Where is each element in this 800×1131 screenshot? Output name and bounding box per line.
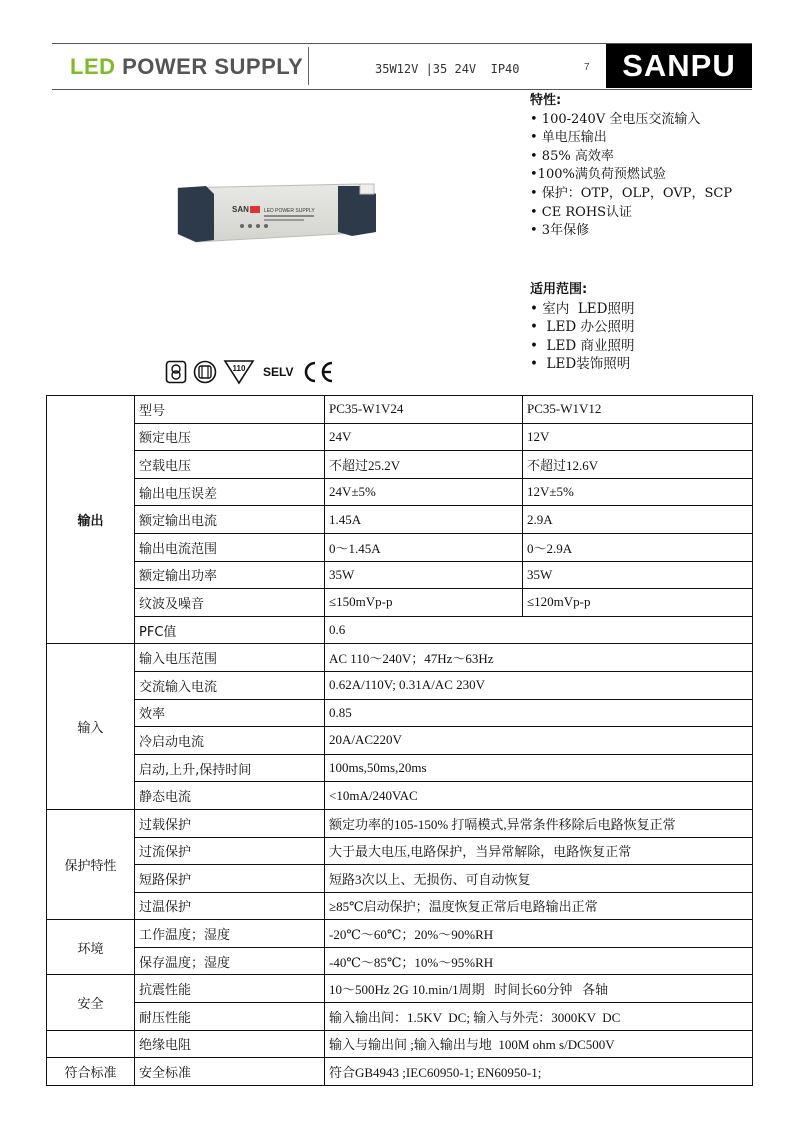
param-cell: 保存温度；湿度: [135, 947, 325, 975]
table-row: [47, 1030, 753, 1058]
group-input: 输入: [47, 644, 135, 810]
table-row: [47, 423, 753, 451]
value-cell: 输入与输出间 ;输入输出与地 100M ohm s/DC500V: [325, 1030, 753, 1058]
value-cell: 10～500Hz 2G 10.min/1周期 时间长60分钟 各轴: [325, 975, 753, 1003]
value-cell: 短路3次以上、无损伤、可自动恢复: [325, 865, 753, 893]
value-cell: 0.6: [325, 616, 753, 644]
value-cell: 输入输出间：1.5KV DC; 输入与外壳：3000KV DC: [325, 1003, 753, 1031]
sanpu-logo: [606, 44, 752, 88]
param-cell: 安全标准: [135, 1058, 325, 1086]
table-row: [47, 837, 753, 865]
table-row: [47, 589, 753, 617]
param-cell: 交流输入电流: [135, 671, 325, 699]
ce-mark-icon: [301, 360, 335, 384]
page-number: 7: [584, 62, 590, 73]
value-cell: ≤150mVp-p: [325, 589, 523, 617]
param-cell: 耐压性能: [135, 1003, 325, 1031]
table-row: [47, 478, 753, 506]
value-cell: 12V: [523, 423, 753, 451]
certification-icons: [165, 357, 335, 387]
value-cell: 0.62A/110V; 0.31A/AC 230V: [325, 671, 753, 699]
param-cell: 抗震性能: [135, 975, 325, 1003]
model-line: 35W12V |35 24V IP40: [375, 62, 520, 76]
param-cell: 冷启动电流: [135, 727, 325, 755]
param-cell: 纹波及噪音: [135, 589, 325, 617]
param-cell: PFC值: [135, 616, 325, 644]
param-cell: 工作温度；湿度: [135, 920, 325, 948]
feature-item: • 100-240V 全电压交流输入: [530, 111, 701, 127]
group-empty: [47, 1030, 135, 1058]
value-cell: -40℃～85℃；10%～95%RH: [325, 947, 753, 975]
scope-item: • 室内 LED照明: [530, 300, 635, 317]
param-cell: 输出电流范围: [135, 533, 325, 561]
table-row: [47, 699, 753, 727]
feature-item: • 单电压输出: [530, 130, 607, 146]
value-cell: PC35-W1V12: [523, 396, 753, 424]
svg-text:110: 110: [232, 364, 246, 373]
feature-item: • 保护：OTP，OLP，OVP，SCP: [530, 185, 733, 201]
param-cell: 过流保护: [135, 837, 325, 865]
value-cell: 24V±5%: [325, 478, 523, 506]
param-cell: 静态电流: [135, 782, 325, 810]
spec-table: [46, 395, 753, 1086]
enclosed-transformer-icon: [193, 360, 217, 384]
value-cell: 符合GB4943 ;IEC60950-1; EN60950-1;: [325, 1058, 753, 1086]
param-cell: 型号: [135, 396, 325, 424]
param-cell: 过载保护: [135, 809, 325, 837]
table-row: [47, 644, 753, 672]
param-cell: 绝缘电阻: [135, 1030, 325, 1058]
value-cell: 不超过12.6V: [523, 451, 753, 479]
feature-item: •100%满负荷预燃试验: [530, 167, 666, 183]
safety-transformer-icon: [165, 360, 187, 384]
table-row: [47, 920, 753, 948]
table-row: [47, 947, 753, 975]
value-cell: 0～2.9A: [523, 533, 753, 561]
features-heading: 特性:: [530, 93, 562, 108]
value-cell: 大于最大电压,电路保护，当异常解除，电路恢复正常: [325, 837, 753, 865]
title-led: LED: [70, 54, 116, 79]
table-row: [47, 506, 753, 534]
param-cell: 空载电压: [135, 451, 325, 479]
table-row: [47, 754, 753, 782]
param-cell: 过温保护: [135, 892, 325, 920]
svg-text:LED POWER SUPPLY: LED POWER SUPPLY: [264, 208, 315, 214]
table-row: [47, 1003, 753, 1031]
value-cell: 20A/AC220V: [325, 727, 753, 755]
svg-text:SAN: SAN: [232, 205, 249, 214]
table-row: [47, 892, 753, 920]
title-power-supply: POWER SUPPLY: [115, 54, 304, 79]
table-row: [47, 451, 753, 479]
value-cell: 100ms,50ms,20ms: [325, 754, 753, 782]
value-cell: 0～1.45A: [325, 533, 523, 561]
param-cell: 启动,上升,保持时间: [135, 754, 325, 782]
value-cell: PC35-W1V24: [325, 396, 523, 424]
param-cell: 输入电压范围: [135, 644, 325, 672]
header-bottom-rule: [52, 89, 752, 90]
table-row: [47, 1058, 753, 1086]
table-row: [47, 616, 753, 644]
selv-label: SELV: [263, 365, 294, 379]
param-cell: 额定电压: [135, 423, 325, 451]
table-row: [47, 865, 753, 893]
table-row: [47, 809, 753, 837]
value-cell: 2.9A: [523, 506, 753, 534]
application-scope: [530, 281, 634, 374]
table-row: [47, 975, 753, 1003]
group-environment: 环境: [47, 920, 135, 975]
value-cell: 不超过25.2V: [325, 451, 523, 479]
logo-text: SANPU: [622, 48, 736, 83]
value-cell: 额定功率的105-150% 打嗝模式,异常条件移除后电路恢复正常: [325, 809, 753, 837]
header-separator: [308, 47, 309, 85]
value-cell: 35W: [325, 561, 523, 589]
param-cell: 额定输出功率: [135, 561, 325, 589]
group-safety: 安全: [47, 975, 135, 1030]
group-standard: 符合标准: [47, 1058, 135, 1086]
value-cell: ≥85℃启动保护；温度恢复正常后电路输出正常: [325, 892, 753, 920]
scope-item: • LED 办公照明: [530, 319, 635, 336]
feature-item: • CE ROHS认证: [530, 204, 633, 220]
param-cell: 效率: [135, 699, 325, 727]
value-cell: AC 110～240V；47Hz～63Hz: [325, 644, 753, 672]
value-cell: 35W: [523, 561, 753, 589]
value-cell: 24V: [325, 423, 523, 451]
table-row: [47, 671, 753, 699]
feature-item: • 3年保修: [530, 223, 590, 239]
group-output: 输出: [47, 396, 135, 644]
scope-item: • LED装饰照明: [530, 356, 631, 373]
features-list: [530, 92, 732, 241]
group-protection: 保护特性: [47, 809, 135, 919]
param-cell: 短路保护: [135, 865, 325, 893]
scope-heading: 适用范围:: [530, 282, 588, 297]
table-row: [47, 727, 753, 755]
value-cell: 1.45A: [325, 506, 523, 534]
value-cell: <10mA/240VAC: [325, 782, 753, 810]
scope-item: • LED 商业照明: [530, 337, 635, 354]
table-row: [47, 396, 753, 424]
feature-item: • 85% 高效率: [530, 148, 614, 164]
param-cell: 额定输出电流: [135, 506, 325, 534]
value-cell: ≤120mVp-p: [523, 589, 753, 617]
temperature-110-triangle-icon: [223, 359, 255, 385]
table-row: [47, 782, 753, 810]
value-cell: 12V±5%: [523, 478, 753, 506]
value-cell: -20℃～60℃；20%～90%RH: [325, 920, 753, 948]
table-row: [47, 533, 753, 561]
product-image: [168, 180, 384, 246]
value-cell: 0.85: [325, 699, 753, 727]
table-row: [47, 561, 753, 589]
param-cell: 输出电压误差: [135, 478, 325, 506]
document-title: [70, 54, 303, 80]
